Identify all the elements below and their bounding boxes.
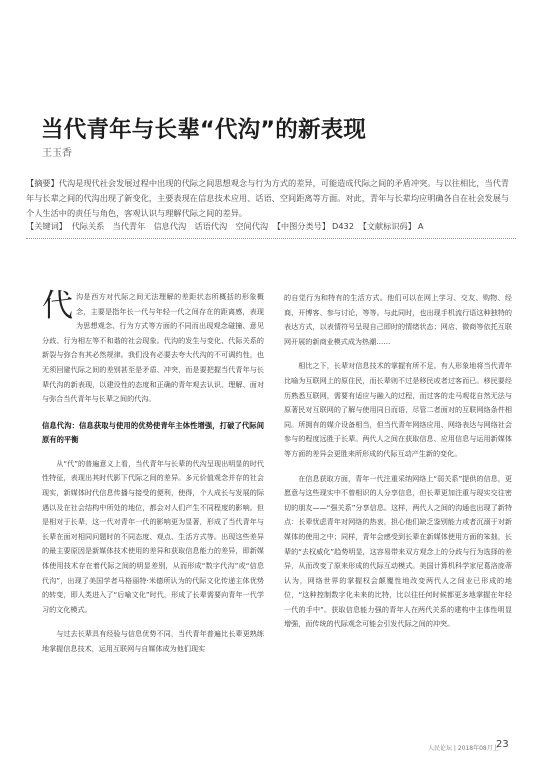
drop-cap: 代 xyxy=(42,288,73,324)
right-column xyxy=(284,291,512,632)
body-paragraph: 从“代”的普遍意义上看，当代青年与长辈的代沟呈现出明显的时代性特征，表现出其时代影下代际之间的差异。多元价值观念并存的社会现实，新媒体时代信息传播与接受的便利，使得，个人成长与发展的际遇以及在社会结构中所处的地位，都会对人们产生不同程度的影响。但是相对于长辈，这一代对青年一代的影响更为显著，形成了当代青年与长辈在面对相同问题时的不同态度、观点、生活方式等。出现这些差异的最主要原因是新媒体技术使用的差异和获取信息能力的差异，即新媒体使用技术存在着代际之间的明显差别，从而形成“数字代沟”或“信息代沟”，出现了美国学者马格丽特·米德所认为的代际文化传递主体优势的转变，即人类进入了“后喻文化”时代，形成了长辈需要向青年一代学习的文化模式。 xyxy=(42,458,264,614)
intro-text: 沟是西方对代际之间无法理解的差距状态所概括的形象概念，主要是指年长一代与年轻一代之间存在的距离感，表现为思想观念、行为方式等方面的不同而出现观念碰撞、意见分歧、行为相左等不和谐的社会现象。代沟的发生与变化、代际关系的新裂与弥合有其必然规律。我们没有必要去夸大代沟的不可调约性，也无须回避代际之间的差别甚至是矛盾、冲突，而是要把握当代青年与长辈代沟的新表现，以建设性的态度和正确的青年观去认识、理解、面对与弥合当代青年与长辈之间的代沟。 xyxy=(42,292,264,404)
abstract-text: 代沟是现代社会发展过程中出现的代际之间思想观念与行为方式的差异，可能造成代际之间的矛盾冲突。与以往相比，当代青年与长辈之间的代沟出现了新变化，主要表现在信息技术应用、话语、空间距离等方面。对此，青年与长辈均应明确各自在社会发展与个人生活中的责任与角色，客观认识与理解代际之间的差异。 xyxy=(26,178,510,218)
page-number: 23 xyxy=(496,739,509,750)
article-title: 当代青年与长辈“代沟”的新表现 xyxy=(41,117,367,143)
body-paragraph: 相比之下，长辈对信息技术的掌握有所不足。有人形象地将当代青年比喻为互联网上的原住民，而长辈则不过是移民或者过客而已。移民要经历熟悉互联网，需要有适应与融入的过程，而过客的走马观花自然无法与原著民对互联网的了解与使用同日而语，尽管二者面对的互联网络条件相同。所拥有的媒介设备相当，但当代青年网络应用、网络表达与网络社会参与的程度远胜于长辈。两代人之间在获取信息、应用信息与运用新媒体等方面的差异会更胜来所形成的代际互动产生新的变化。 xyxy=(284,361,512,458)
abstract-tag: 【摘要】 xyxy=(26,178,59,188)
section-heading: 信息代沟：信息获取与使用的优势使青年主体性增强，打破了代际间原有的平衡 xyxy=(42,420,264,444)
keywords-line xyxy=(26,221,526,232)
clc-tag: 【中图分类号】 xyxy=(272,221,331,231)
body-paragraph: 的自觉行为和特有的生活方式。他们可以在网上学习、交友、购物、经商、开博客、参与讨论，等等。与此同时，也出现手机流行语这种独特的表达方式，以表情符号呈现自己即时的情绪状态；网店、微商等依托互联网开展的新商业模式成为热潮…… xyxy=(284,293,512,346)
journal-footer: 人民论坛 | 2018年08月上 xyxy=(428,745,499,752)
body-paragraph: 与过去长辈具有经验与信息优势不同，当代青年普遍比长辈更熟练地掌握信息技术，运用互联网与自媒体成为他们现实 xyxy=(42,629,264,653)
author-name: 王玉香 xyxy=(42,148,72,159)
keywords-tag: 【关键词】 xyxy=(26,221,67,231)
body-paragraph: 在信息获取方面，青年一代注重采纳网络上“弱关系”提供的信息，更愿意与这些现实中不曾相识的人分享信息，但长辈更加注重与现实交往密切的朋友——“强关系”分享信息。这样，两代人之间的沟通也出现了新特点：长辈忧虑青年对网络的热衷，担心他们缺乏鉴别能力或者沉溺于对新媒体的使用之中；同样，青年会感受到长辈在新媒体使用方面的笨拙，长辈的“去权威化”趋势明显，这容易带来双方观念上的分歧与行为选择的差异，从而改变了原来形成的代际互动模式。美国计算机科学家尼葛洛庞蒂认为，网络世界的掌握权会颠覆性地改变两代人之间业已形成的地位，“这种控制数字化未来的比特，比以往任何时候都更多地掌握在年轻一代的手中”。获取信息能力强的青年人在两代关系的建构中主体性明显增强，而传统的代际观念可能会引发代际之间的冲突。 xyxy=(284,473,512,629)
abstract-divider xyxy=(26,238,516,239)
clc-value: D432 xyxy=(332,221,354,231)
doc-code-value: A xyxy=(417,221,424,231)
doc-code-tag: 【文献标识码】 xyxy=(358,221,416,231)
left-column xyxy=(42,290,264,656)
abstract xyxy=(26,176,516,221)
keywords-text: 代际关系 当代青年 信息代沟 话语代沟 空间代沟 xyxy=(71,221,269,231)
intro-paragraph xyxy=(42,290,264,407)
